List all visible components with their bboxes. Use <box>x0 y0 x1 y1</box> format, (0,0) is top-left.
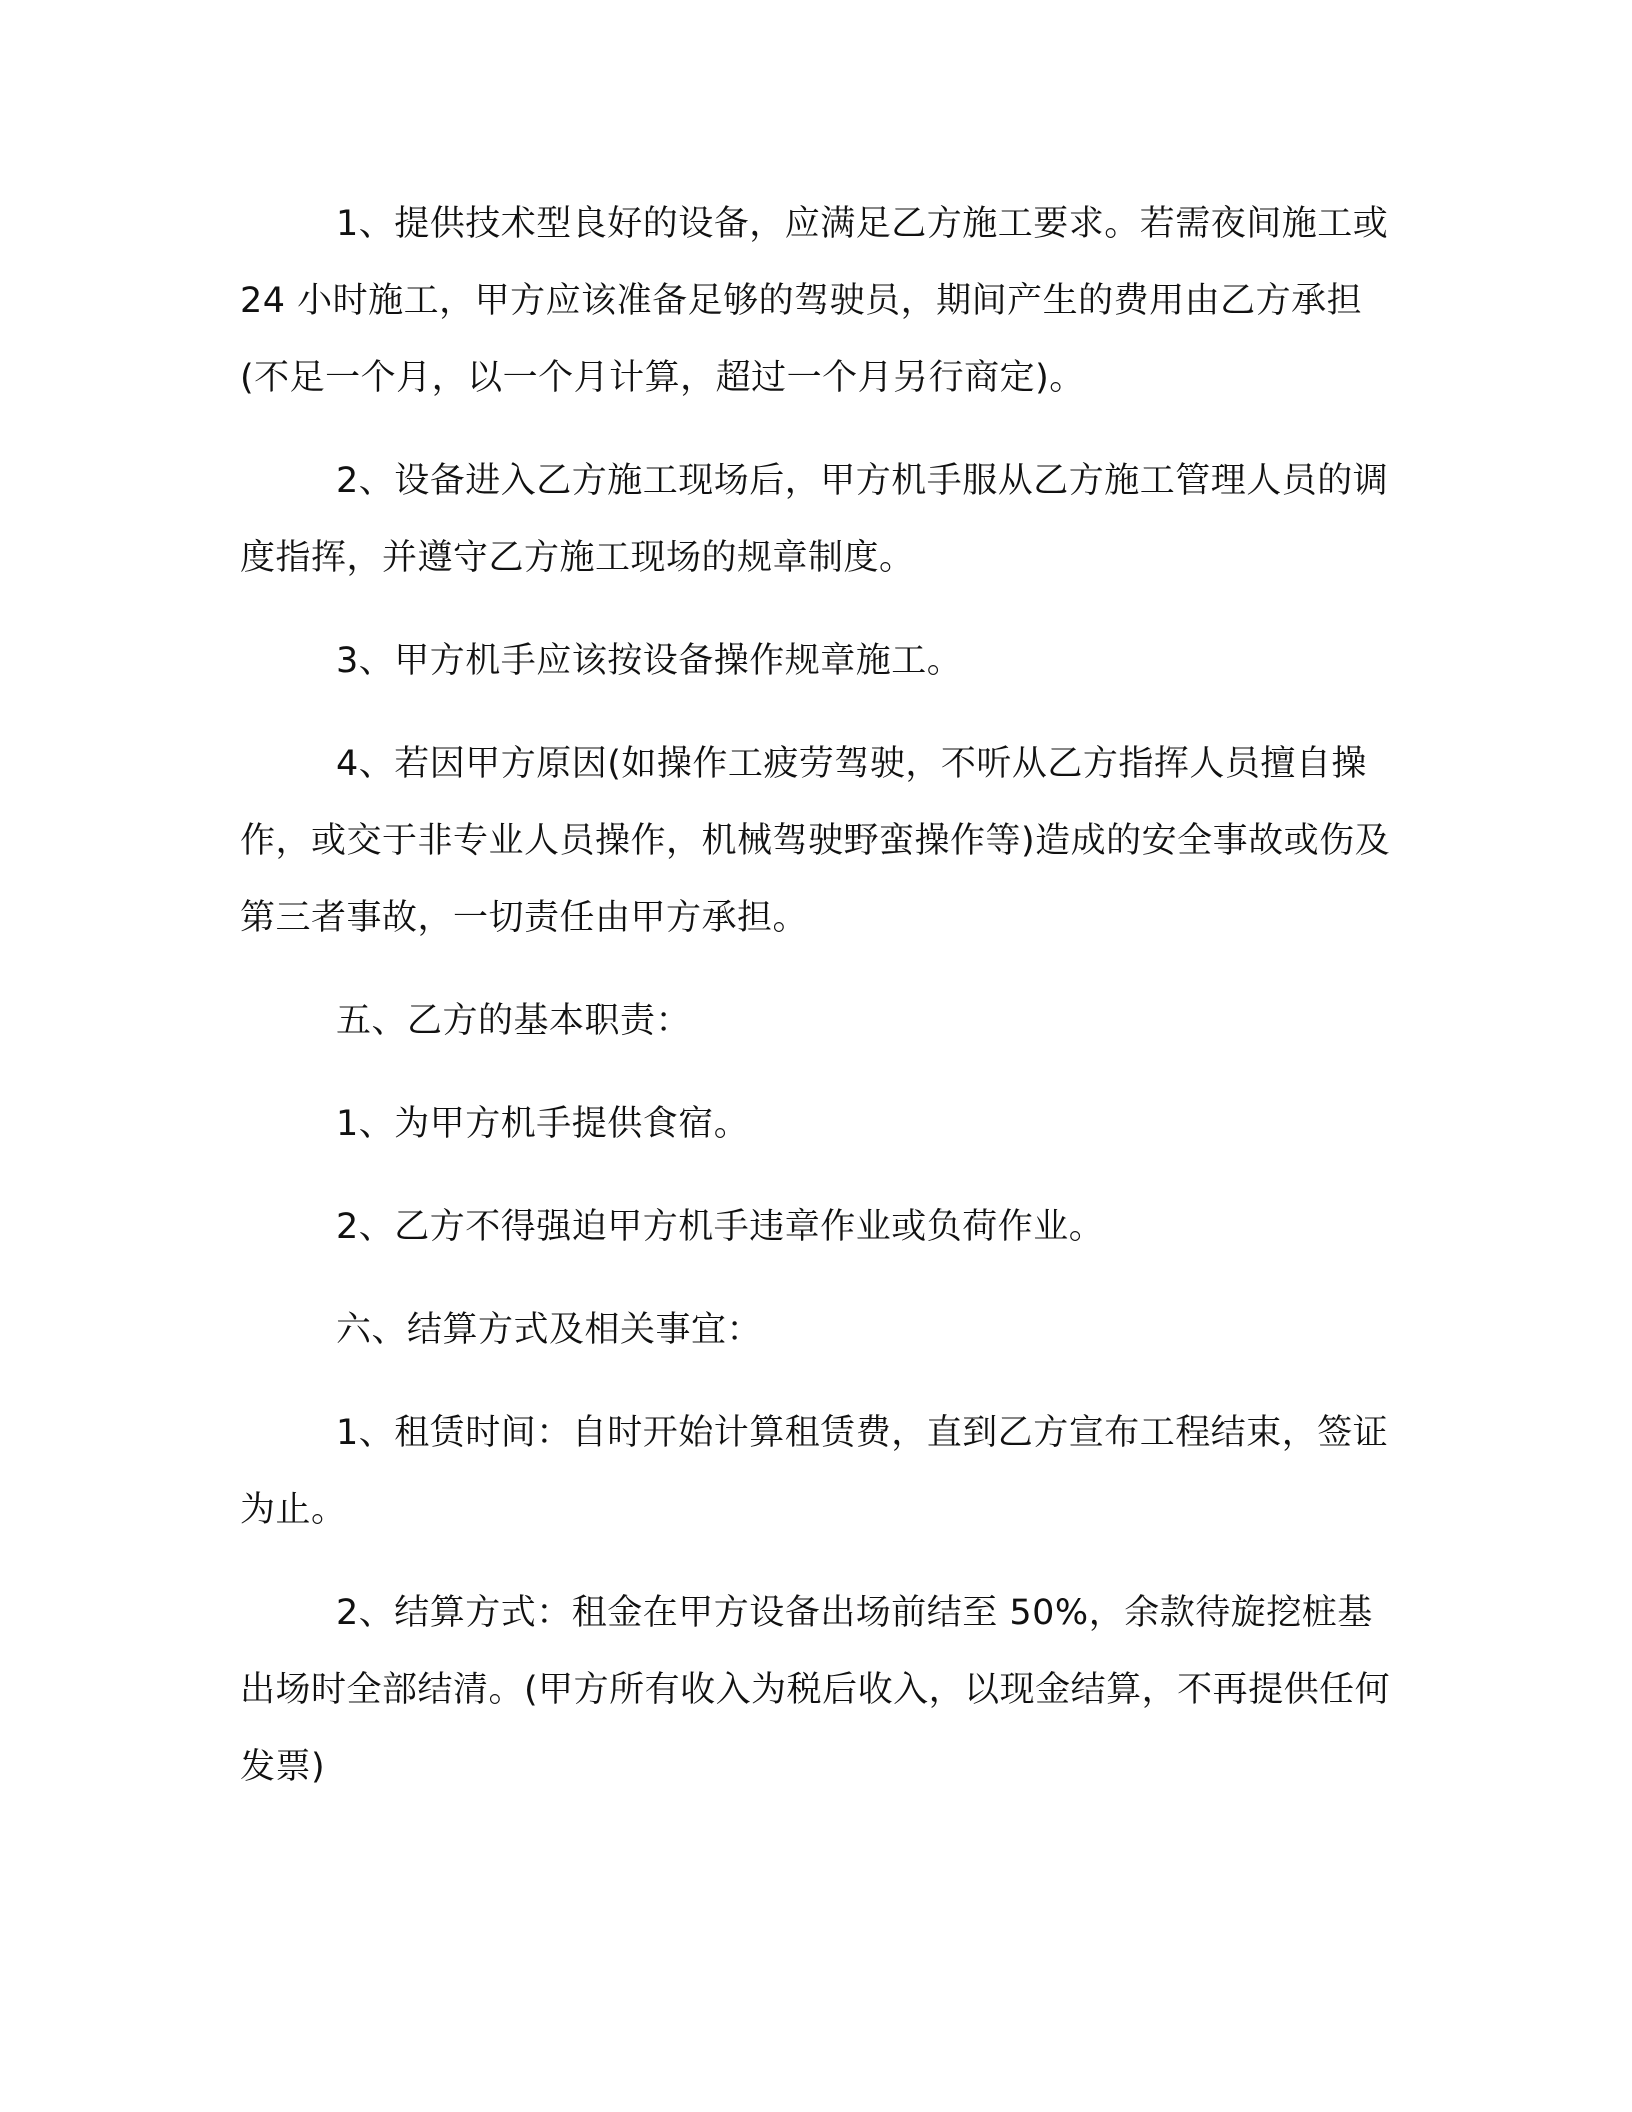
document-body <box>240 186 1392 1832</box>
paragraph-equipment-provision: 1、提供技术型良好的设备，应满足乙方施工要求。若需夜间施工或 24 小时施工，甲方应该准备足够的驾驶员，期间产生的费用由乙方承担(不足一个月，以一个月计算，超过一个月另行商定)。 <box>240 204 1389 398</box>
paragraph-accommodation: 1、为甲方机手提供食宿。 <box>336 1104 750 1144</box>
paragraph-site-command: 2、设备进入乙方施工现场后，甲方机手服从乙方施工管理人员的调度指挥，并遵守乙方施工现场的规章制度。 <box>240 461 1389 578</box>
paragraph-operation-rules: 3、甲方机手应该按设备操作规章施工。 <box>336 641 963 681</box>
section-heading-settlement: 六、结算方式及相关事宜： <box>336 1310 763 1350</box>
paragraph-settlement-method: 2、结算方式：租金在甲方设备出场前结至 50%，余款待旋挖桩基出场时全部结清。(甲方所有收入为税后收入，以现金结算，不再提供任何发票) <box>240 1593 1391 1787</box>
paragraph-rental-period: 1、租赁时间：自时开始计算租赁费，直到乙方宣布工程结束，签证为止。 <box>240 1413 1389 1530</box>
paragraph-no-forced-work: 2、乙方不得强迫甲方机手违章作业或负荷作业。 <box>336 1207 1105 1247</box>
section-heading-party-b-duties: 五、乙方的基本职责： <box>336 1001 692 1041</box>
paragraph-liability: 4、若因甲方原因(如操作工疲劳驾驶，不听从乙方指挥人员擅自操作，或交于非专业人员操作，机械驾驶野蛮操作等)造成的安全事故或伤及第三者事故，一切责任由甲方承担。 <box>240 744 1391 938</box>
